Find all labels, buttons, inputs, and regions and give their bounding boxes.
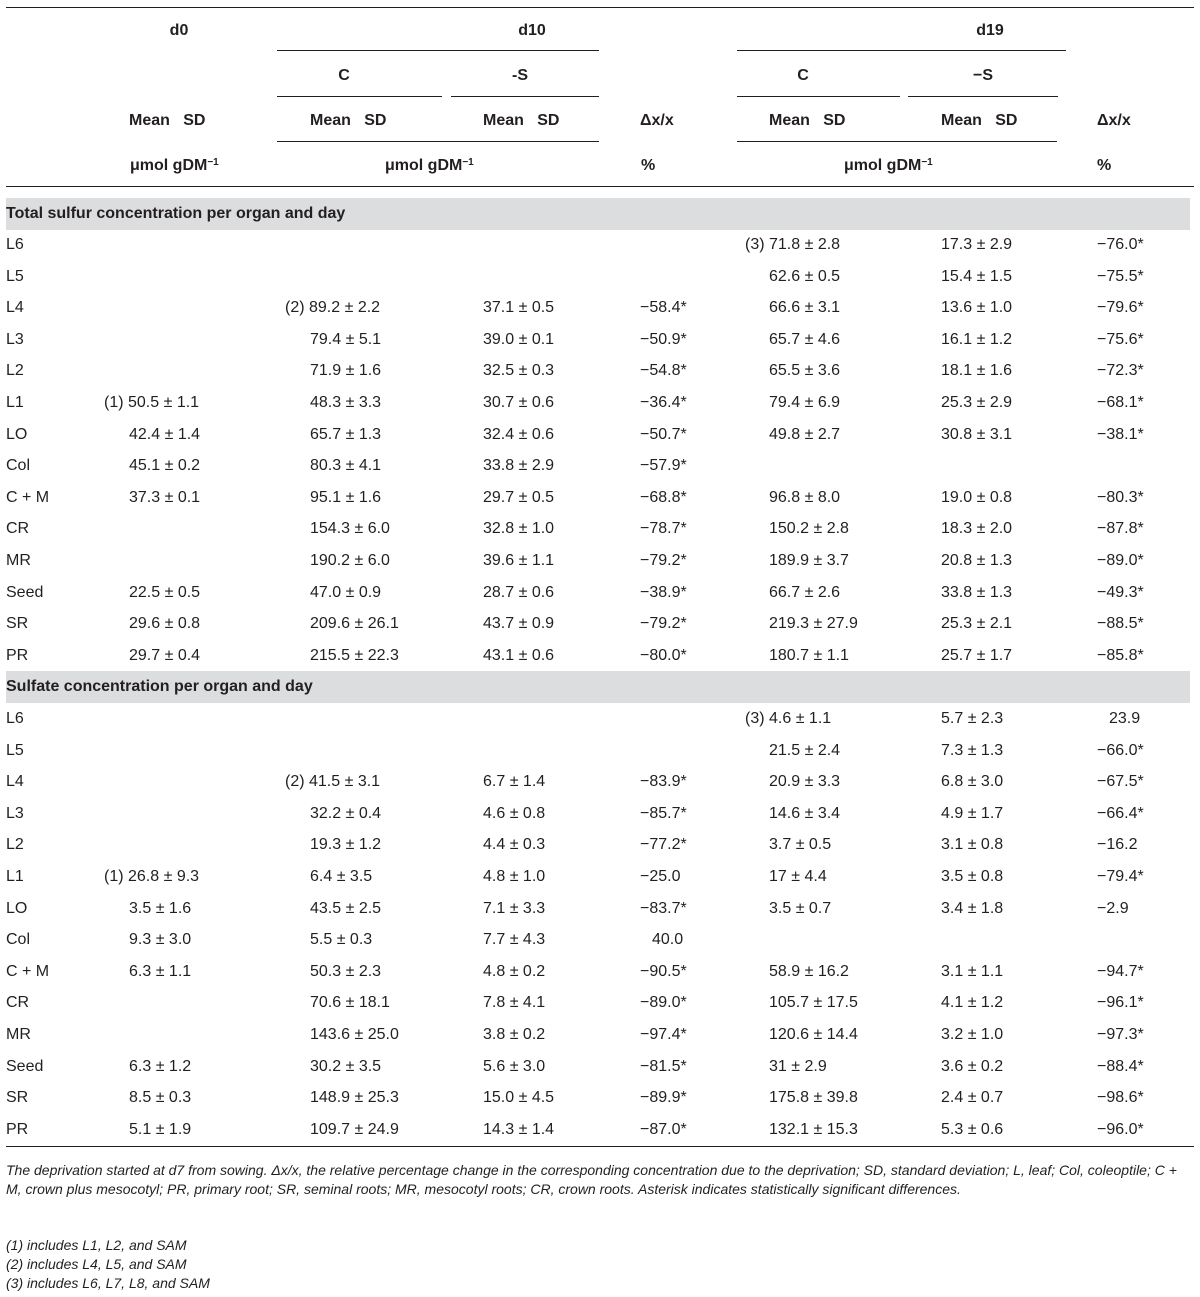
- cell-d19-s: 3.2 ± 1.0: [941, 1026, 1004, 1043]
- header-d19: d19: [976, 22, 1004, 39]
- section-title: Sulfate concentration per organ and day: [6, 678, 313, 695]
- d10-c-rule: [277, 96, 442, 97]
- cell-d19-delta: −87.8*: [1097, 520, 1144, 537]
- cell-d10-s: 5.6 ± 3.0: [483, 1058, 546, 1075]
- cell-d10-c: 5.5 ± 0.3: [310, 931, 373, 948]
- cell-d19-delta: −68.1*: [1097, 394, 1144, 411]
- cell-d10-delta: −77.2*: [640, 836, 687, 853]
- cell-d10-s: 43.1 ± 0.6: [483, 647, 555, 664]
- cell-d19-delta: −96.0*: [1097, 1121, 1144, 1138]
- cell-d19-c: 219.3 ± 27.9: [769, 615, 858, 632]
- cell-d19-c: 66.6 ± 3.1: [769, 299, 841, 316]
- cell-organ: PR: [6, 647, 29, 664]
- cell-d19-c: 14.6 ± 3.4: [769, 805, 841, 822]
- table-bottom-rule: [6, 1146, 1194, 1147]
- cell-d10-c: 65.7 ± 1.3: [310, 426, 382, 443]
- cell-d19-s: 19.0 ± 0.8: [941, 489, 1013, 506]
- cell-d19-c: 17 ± 4.4: [769, 868, 827, 885]
- header-d10-deprived: -S: [512, 67, 528, 84]
- cell-d10-c: 48.3 ± 3.3: [310, 394, 382, 411]
- cell-d19-s: 3.1 ± 0.8: [941, 836, 1004, 853]
- cell-d19-s: 13.6 ± 1.0: [941, 299, 1013, 316]
- header-mean-sd-d10-s: Mean SD: [483, 112, 560, 129]
- cell-d10-c: 215.5 ± 22.3: [310, 647, 399, 664]
- cell-d19-s: 33.8 ± 1.3: [941, 584, 1013, 601]
- cell-d0: 6.3 ± 1.1: [129, 963, 192, 980]
- cell-d19-c: 79.4 ± 6.9: [769, 394, 841, 411]
- cell-d10-s: 29.7 ± 0.5: [483, 489, 555, 506]
- cell-d10-c: 32.2 ± 0.4: [310, 805, 382, 822]
- cell-d10-delta: −90.5*: [640, 963, 687, 980]
- cell-organ: L6: [6, 236, 24, 253]
- header-mean-sd-d10-c: Mean SD: [310, 112, 387, 129]
- cell-d19-c: 20.9 ± 3.3: [769, 773, 841, 790]
- cell-d10-c: 70.6 ± 18.1: [310, 994, 390, 1011]
- cell-d10-delta: −25.0: [640, 868, 681, 885]
- cell-organ: L5: [6, 742, 24, 759]
- cell-d10-c: 148.9 ± 25.3: [310, 1089, 399, 1106]
- cell-d0: (1) 26.8 ± 9.3: [104, 868, 200, 885]
- cell-d19-delta: −79.6*: [1097, 299, 1144, 316]
- cell-d10-s: 43.7 ± 0.9: [483, 615, 555, 632]
- cell-d19-s: 5.3 ± 0.6: [941, 1121, 1004, 1138]
- cell-d10-delta: −36.4*: [640, 394, 687, 411]
- cell-d10-s: 4.8 ± 0.2: [483, 963, 546, 980]
- header-bottom-rule: [6, 186, 1194, 187]
- cell-d0: 9.3 ± 3.0: [129, 931, 192, 948]
- cell-d10-s: 30.7 ± 0.6: [483, 394, 555, 411]
- header-d0: d0: [169, 22, 189, 39]
- cell-d10-c: 71.9 ± 1.6: [310, 362, 382, 379]
- cell-d10-delta: −80.0*: [640, 647, 687, 664]
- cell-organ: L4: [6, 773, 24, 790]
- cell-organ: LO: [6, 900, 28, 917]
- cell-organ: L3: [6, 805, 24, 822]
- top-rule: [6, 7, 1194, 8]
- cell-organ: C + M: [6, 489, 50, 506]
- cell-d10-delta: −50.7*: [640, 426, 687, 443]
- cell-d10-s: 6.7 ± 1.4: [483, 773, 546, 790]
- cell-d10-s: 39.0 ± 0.1: [483, 331, 555, 348]
- header-d10: d10: [518, 22, 546, 39]
- d19-s-rule: [908, 96, 1058, 97]
- cell-d19-delta: −85.8*: [1097, 647, 1144, 664]
- cell-d19-delta: −38.1*: [1097, 426, 1144, 443]
- cell-d10-delta: 40.0: [652, 931, 684, 948]
- cell-d19-s: 20.8 ± 1.3: [941, 552, 1013, 569]
- cell-d19-c: 120.6 ± 14.4: [769, 1026, 858, 1043]
- cell-d19-c: 49.8 ± 2.7: [769, 426, 841, 443]
- cell-d19-c: 180.7 ± 1.1: [769, 647, 849, 664]
- cell-d10-c: 19.3 ± 1.2: [310, 836, 382, 853]
- cell-organ: L5: [6, 268, 24, 285]
- section-header: [6, 198, 1190, 230]
- cell-d10-delta: −68.8*: [640, 489, 687, 506]
- cell-d19-delta: −88.5*: [1097, 615, 1144, 632]
- cell-organ: SR: [6, 1089, 29, 1106]
- cell-d19-s: 7.3 ± 1.3: [941, 742, 1004, 759]
- cell-organ: SR: [6, 615, 29, 632]
- cell-d10-s: 3.8 ± 0.2: [483, 1026, 546, 1043]
- d10-unit-rule: [277, 141, 599, 142]
- cell-d19-delta: −79.4*: [1097, 868, 1144, 885]
- header-mean-sd-d19-c: Mean SD: [769, 112, 846, 129]
- d19-rule: [737, 50, 1066, 51]
- cell-organ: Col: [6, 931, 31, 948]
- cell-d19-delta: −97.3*: [1097, 1026, 1144, 1043]
- cell-d19-delta: −75.6*: [1097, 331, 1144, 348]
- cell-d10-s: 7.1 ± 3.3: [483, 900, 546, 917]
- cell-d0: 8.5 ± 0.3: [129, 1089, 192, 1106]
- cell-organ: CR: [6, 520, 30, 537]
- header-delta-d10: Δx/x: [640, 112, 674, 129]
- cell-d10-delta: −81.5*: [640, 1058, 687, 1075]
- cell-organ: L1: [6, 868, 24, 885]
- cell-d19-s: 3.5 ± 0.8: [941, 868, 1004, 885]
- footnote-2: (2) includes L4, L5, and SAM: [6, 1256, 187, 1272]
- cell-d19-delta: −94.7*: [1097, 963, 1144, 980]
- cell-d0: 6.3 ± 1.2: [129, 1058, 192, 1075]
- cell-d0: 29.7 ± 0.4: [129, 647, 201, 664]
- cell-d19-delta: −16.2: [1097, 836, 1138, 853]
- cell-d0: 42.4 ± 1.4: [129, 426, 201, 443]
- cell-d19-c: 189.9 ± 3.7: [769, 552, 849, 569]
- cell-d10-delta: −54.8*: [640, 362, 687, 379]
- cell-d19-delta: −89.0*: [1097, 552, 1144, 569]
- cell-d19-s: 3.4 ± 1.8: [941, 900, 1004, 917]
- cell-d19-c: 31 ± 2.9: [769, 1058, 827, 1075]
- cell-d19-c: 65.5 ± 3.6: [769, 362, 841, 379]
- cell-d10-c: (2) 89.2 ± 2.2: [285, 299, 381, 316]
- cell-d19-c: 62.6 ± 0.5: [769, 268, 841, 285]
- header-percent-d19: %: [1097, 157, 1112, 174]
- header-d10-control: C: [338, 67, 350, 84]
- cell-d19-delta: −76.0*: [1097, 236, 1144, 253]
- cell-d10-c: 80.3 ± 4.1: [310, 457, 382, 474]
- cell-organ: PR: [6, 1121, 29, 1138]
- cell-d10-delta: −83.9*: [640, 773, 687, 790]
- cell-d10-c: 143.6 ± 25.0: [310, 1026, 399, 1043]
- cell-d19-delta: −75.5*: [1097, 268, 1144, 285]
- cell-d10-c: 47.0 ± 0.9: [310, 584, 382, 601]
- cell-organ: MR: [6, 552, 31, 569]
- cell-d10-delta: −83.7*: [640, 900, 687, 917]
- cell-organ: L2: [6, 362, 24, 379]
- cell-d10-delta: −50.9*: [640, 331, 687, 348]
- cell-d19-delta: −72.3*: [1097, 362, 1144, 379]
- cell-d19-s: 25.3 ± 2.9: [941, 394, 1013, 411]
- footnote-main: The deprivation started at d7 from sowing. Δx/x, the relative percentage change in the corresponding concentration due to the deprivation; SD, standard deviation; L, leaf; Col, coleoptile; C + M, crown plus mesocotyl; PR, primary root; SR, seminal roots; MR, mesocotyl roots; CR, crown roots. Asterisk indicates statistically significant differences.: [6, 1162, 1177, 1197]
- cell-organ: CR: [6, 994, 30, 1011]
- d10-s-rule: [451, 96, 599, 97]
- cell-d10-c: 79.4 ± 5.1: [310, 331, 382, 348]
- cell-d10-c: 43.5 ± 2.5: [310, 900, 382, 917]
- cell-d10-s: 4.6 ± 0.8: [483, 805, 546, 822]
- cell-d19-delta: −66.0*: [1097, 742, 1144, 759]
- cell-d19-c: 96.8 ± 8.0: [769, 489, 841, 506]
- cell-d10-s: 32.4 ± 0.6: [483, 426, 555, 443]
- cell-organ: MR: [6, 1026, 31, 1043]
- cell-d0: 22.5 ± 0.5: [129, 584, 201, 601]
- cell-organ: L4: [6, 299, 24, 316]
- cell-d0: (1) 50.5 ± 1.1: [104, 394, 200, 411]
- cell-d19-s: 4.1 ± 1.2: [941, 994, 1004, 1011]
- cell-d19-c: 3.5 ± 0.7: [769, 900, 832, 917]
- header-percent-d10: %: [641, 157, 656, 174]
- cell-d19-c: 65.7 ± 4.6: [769, 331, 841, 348]
- cell-d19-c: 175.8 ± 39.8: [769, 1089, 858, 1106]
- cell-d10-s: 33.8 ± 2.9: [483, 457, 555, 474]
- cell-d10-delta: −57.9*: [640, 457, 687, 474]
- cell-d10-delta: −38.9*: [640, 584, 687, 601]
- cell-d10-s: 4.4 ± 0.3: [483, 836, 546, 853]
- cell-d19-s: 16.1 ± 1.2: [941, 331, 1013, 348]
- cell-d10-s: 7.8 ± 4.1: [483, 994, 546, 1011]
- section-title: Total sulfur concentration per organ and day: [6, 205, 346, 222]
- cell-d19-delta: 23.9: [1109, 710, 1141, 727]
- header-mean-sd-d0: Mean SD: [129, 112, 206, 129]
- cell-d19-s: 15.4 ± 1.5: [941, 268, 1013, 285]
- cell-d10-s: 37.1 ± 0.5: [483, 299, 555, 316]
- cell-d19-delta: −98.6*: [1097, 1089, 1144, 1106]
- cell-d10-s: 28.7 ± 0.6: [483, 584, 555, 601]
- cell-d19-delta: −2.9: [1097, 900, 1129, 917]
- cell-d0: 5.1 ± 1.9: [129, 1121, 192, 1138]
- cell-d19-s: 3.1 ± 1.1: [941, 963, 1004, 980]
- cell-d19-c: 132.1 ± 15.3: [769, 1121, 858, 1138]
- cell-d10-s: 7.7 ± 4.3: [483, 931, 546, 948]
- section-header: [6, 671, 1190, 703]
- cell-d10-delta: −87.0*: [640, 1121, 687, 1138]
- cell-d19-c: 58.9 ± 16.2: [769, 963, 849, 980]
- header-unit-d19: μmol gDM$^{-1}$: [844, 157, 933, 174]
- cell-organ: LO: [6, 426, 28, 443]
- cell-d10-delta: −97.4*: [640, 1026, 687, 1043]
- cell-d19-s: 2.4 ± 0.7: [941, 1089, 1004, 1106]
- header-mean-sd-d19-s: Mean SD: [941, 112, 1018, 129]
- cell-d19-delta: −66.4*: [1097, 805, 1144, 822]
- footnote-3: (3) includes L6, L7, L8, and SAM: [6, 1275, 210, 1291]
- cell-d10-c: 50.3 ± 2.3: [310, 963, 382, 980]
- d10-rule: [277, 50, 599, 51]
- cell-d0: 3.5 ± 1.6: [129, 900, 192, 917]
- cell-d19-c: (3) 4.6 ± 1.1: [745, 710, 832, 727]
- cell-d19-c: 66.7 ± 2.6: [769, 584, 841, 601]
- cell-d19-delta: −49.3*: [1097, 584, 1144, 601]
- header-unit-d0: μmol gDM$^{-1}$: [130, 157, 219, 174]
- cell-d0: 45.1 ± 0.2: [129, 457, 201, 474]
- cell-organ: Col: [6, 457, 31, 474]
- cell-d10-delta: −89.0*: [640, 994, 687, 1011]
- cell-organ: L1: [6, 394, 24, 411]
- cell-organ: Seed: [6, 1058, 44, 1075]
- cell-d10-delta: −78.7*: [640, 520, 687, 537]
- cell-d10-c: 209.6 ± 26.1: [310, 615, 399, 632]
- cell-d10-delta: −79.2*: [640, 615, 687, 632]
- cell-d19-s: 18.1 ± 1.6: [941, 362, 1013, 379]
- d19-unit-rule: [737, 141, 1057, 142]
- d19-c-rule: [737, 96, 900, 97]
- cell-d10-c: (2) 41.5 ± 3.1: [285, 773, 381, 790]
- cell-d10-delta: −89.9*: [640, 1089, 687, 1106]
- cell-d19-s: 17.3 ± 2.9: [941, 236, 1013, 253]
- cell-d19-s: 3.6 ± 0.2: [941, 1058, 1004, 1075]
- cell-d10-c: 95.1 ± 1.6: [310, 489, 382, 506]
- cell-d19-s: 25.3 ± 2.1: [941, 615, 1013, 632]
- cell-d19-s: 4.9 ± 1.7: [941, 805, 1004, 822]
- cell-d19-s: 5.7 ± 2.3: [941, 710, 1004, 727]
- header-d19-deprived: −S: [972, 67, 994, 84]
- cell-d10-s: 15.0 ± 4.5: [483, 1089, 555, 1106]
- cell-d10-delta: −79.2*: [640, 552, 687, 569]
- header-d19-control: C: [797, 67, 809, 84]
- cell-d10-c: 154.3 ± 6.0: [310, 520, 390, 537]
- cell-d10-delta: −85.7*: [640, 805, 687, 822]
- cell-organ: L6: [6, 710, 24, 727]
- cell-d0: 37.3 ± 0.1: [129, 489, 201, 506]
- cell-d19-s: 30.8 ± 3.1: [941, 426, 1013, 443]
- cell-d10-delta: −58.4*: [640, 299, 687, 316]
- cell-d10-s: 39.6 ± 1.1: [483, 552, 555, 569]
- cell-d10-c: 190.2 ± 6.0: [310, 552, 390, 569]
- cell-organ: L3: [6, 331, 24, 348]
- cell-organ: C + M: [6, 963, 50, 980]
- cell-d19-c: 150.2 ± 2.8: [769, 520, 849, 537]
- cell-d19-delta: −80.3*: [1097, 489, 1144, 506]
- cell-d19-c: 3.7 ± 0.5: [769, 836, 832, 853]
- cell-organ: Seed: [6, 584, 44, 601]
- cell-d10-s: 32.8 ± 1.0: [483, 520, 555, 537]
- cell-d10-s: 32.5 ± 0.3: [483, 362, 555, 379]
- cell-d10-c: 30.2 ± 3.5: [310, 1058, 382, 1075]
- cell-d19-s: 18.3 ± 2.0: [941, 520, 1013, 537]
- cell-d19-c: (3) 71.8 ± 2.8: [745, 236, 841, 253]
- cell-d10-s: 4.8 ± 1.0: [483, 868, 546, 885]
- cell-d10-c: 109.7 ± 24.9: [310, 1121, 399, 1138]
- cell-d19-s: 6.8 ± 3.0: [941, 773, 1004, 790]
- cell-d19-c: 21.5 ± 2.4: [769, 742, 841, 759]
- header-delta-d19: Δx/x: [1097, 112, 1131, 129]
- cell-d19-delta: −67.5*: [1097, 773, 1144, 790]
- cell-d19-delta: −96.1*: [1097, 994, 1144, 1011]
- cell-d10-s: 14.3 ± 1.4: [483, 1121, 555, 1138]
- cell-d19-delta: −88.4*: [1097, 1058, 1144, 1075]
- footnote-1: (1) includes L1, L2, and SAM: [6, 1237, 187, 1253]
- header-unit-d10: μmol gDM$^{-1}$: [385, 157, 474, 174]
- cell-d19-c: 105.7 ± 17.5: [769, 994, 858, 1011]
- cell-d19-s: 25.7 ± 1.7: [941, 647, 1013, 664]
- cell-d0: 29.6 ± 0.8: [129, 615, 201, 632]
- cell-organ: L2: [6, 836, 24, 853]
- cell-d10-c: 6.4 ± 3.5: [310, 868, 373, 885]
